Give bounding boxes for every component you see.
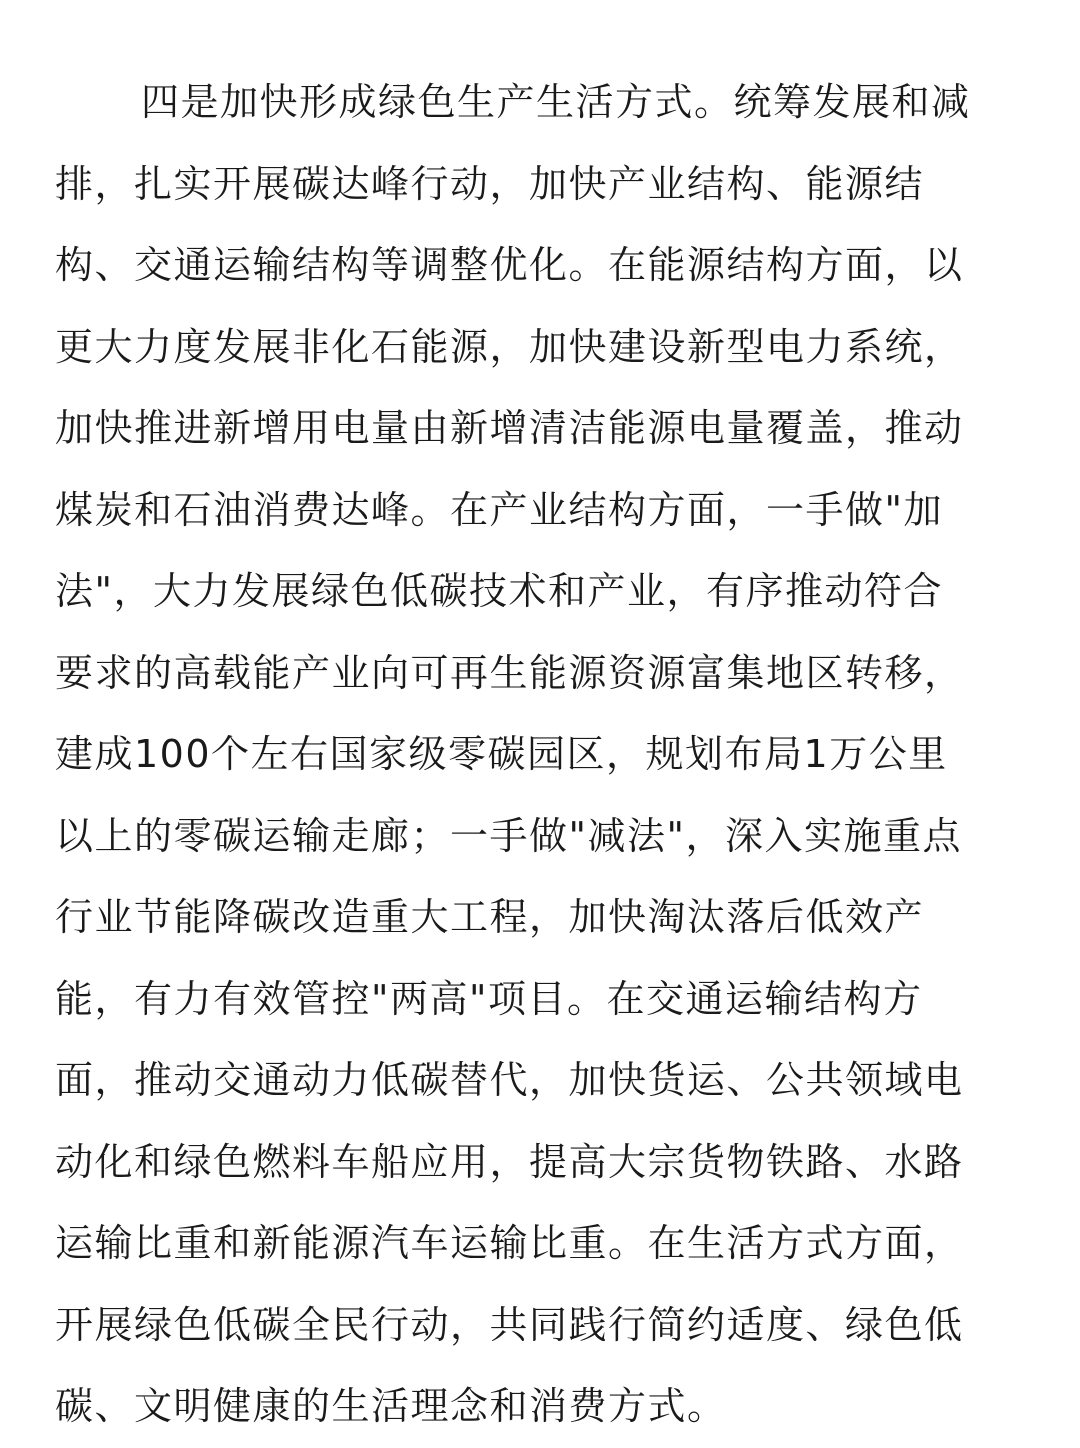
paragraph-line: 行业节能降碳改造重大工程，加快淘汰落后低效产: [55, 895, 925, 939]
paragraph-line: 四是加快形成绿色生产生活方式。统筹发展和减: [141, 80, 971, 124]
paragraph-line: 建成100个左右国家级零碳园区，规划布局1万公里: [55, 732, 948, 776]
paragraph-line: 更大力度发展非化石能源，加快建设新型电力系统，: [55, 324, 964, 369]
paragraph-line: 构、交通运输结构等调整优化。在能源结构方面，以: [55, 243, 964, 287]
paragraph-line: 面，推动交通动力低碳替代，加快货运、公共领域电: [55, 1058, 964, 1102]
paragraph-line: 碳、文明健康的生活理念和消费方式。: [55, 1384, 727, 1428]
paragraph-line: 能，有力有效管控"两高"项目。在交通运输结构方: [55, 976, 923, 1021]
paragraph-line: 要求的高载能产业向可再生能源资源富集地区转移，: [55, 650, 964, 695]
paragraph-line: 加快推进新增用电量由新增清洁能源电量覆盖，推动: [55, 406, 964, 450]
paragraph-line: 法"，大力发展绿色低碳技术和产业，有序推动符合: [55, 569, 943, 613]
paragraph-line: 煤炭和石油消费达峰。在产业结构方面，一手做"加: [55, 487, 943, 532]
paragraph-line: 排，扎实开展碳达峰行动，加快产业结构、能源结: [55, 161, 925, 206]
paragraph-line: 以上的零碳运输走廊；一手做"减法"，深入实施重点: [55, 813, 962, 858]
body-paragraph: [55, 62, 1035, 1448]
paragraph-line: 开展绿色低碳全民行动，共同践行简约适度、绿色低: [55, 1302, 964, 1347]
paragraph-line: 运输比重和新能源汽车运输比重。在生活方式方面，: [55, 1221, 964, 1265]
paragraph-line: 动化和绿色燃料车船应用，提高大宗货物铁路、水路: [55, 1139, 964, 1184]
